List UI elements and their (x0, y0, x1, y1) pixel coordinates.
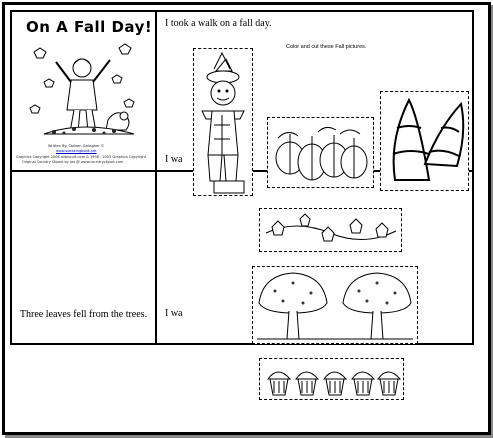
site-link[interactable]: www.speakingbook.net (56, 149, 97, 153)
copyright-line-2: Original Country Clipart by Jax @ www.countryclipart.com (22, 160, 124, 164)
cutout-candy-corn[interactable] (380, 91, 469, 191)
candy-corn-illustration (381, 92, 468, 190)
copyright-line-1: Graphics Copyright 2006 alibiscuit.com & 1998 - 2003 Graphics Copyright (16, 155, 147, 159)
cover-title: On A Fall Day! (26, 18, 153, 36)
cutout-cupcakes[interactable] (259, 358, 404, 400)
pumpkins-illustration (268, 118, 373, 187)
page-3-text-content: Three leaves fell from the trees. (19, 309, 148, 320)
written-by: Written By: Colleen Gallagher © (48, 144, 105, 148)
scarecrow-illustration (194, 49, 252, 195)
cover-child-illustration (24, 38, 144, 143)
page-3-text (12, 308, 155, 321)
cutout-pumpkins[interactable] (267, 117, 374, 188)
cutout-leaves-vine[interactable] (259, 208, 402, 252)
cutout-instruction: Color and cut these Fall pictures. (286, 44, 367, 50)
cutout-scarecrow[interactable] (193, 48, 253, 196)
cupcakes-illustration (260, 359, 403, 399)
page-panel-3 (11, 171, 156, 344)
leaves-vine-illustration (260, 209, 401, 251)
cutout-trees[interactable] (252, 266, 418, 344)
page-4-text-partial: I wa (165, 308, 183, 319)
page-1-text: I took a walk on a fall day. (165, 18, 272, 29)
page-2-text-partial: I wa (165, 154, 183, 165)
trees-illustration (253, 267, 417, 343)
cover-panel (11, 11, 156, 171)
